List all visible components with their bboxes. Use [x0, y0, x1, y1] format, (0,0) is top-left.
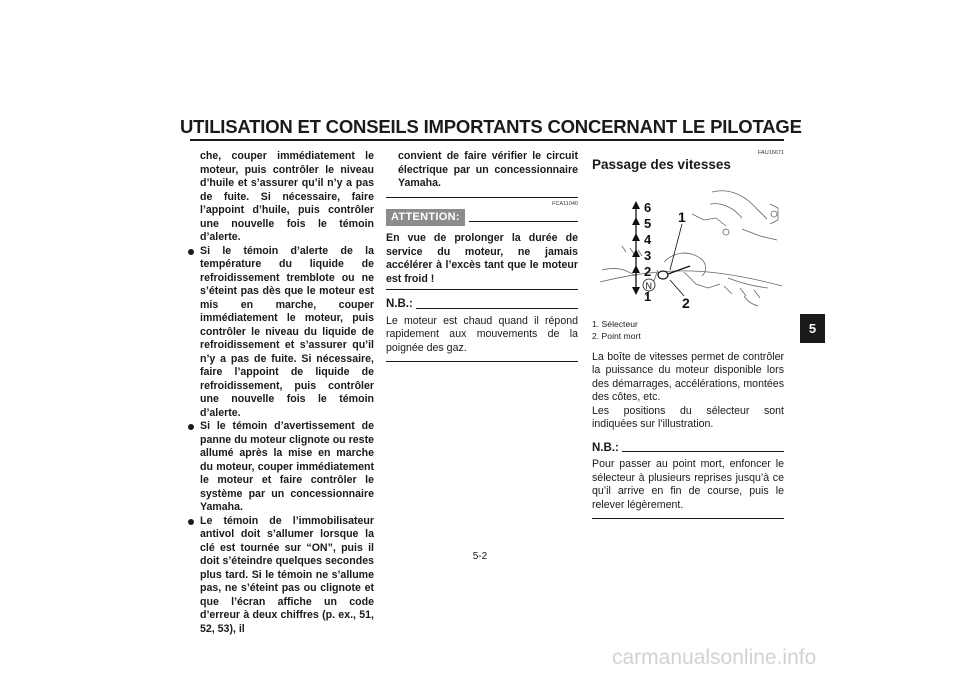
nb-rule [622, 451, 784, 452]
attention-rule [469, 221, 578, 222]
divider [386, 197, 578, 198]
chapter-tab: 5 [800, 314, 825, 343]
body-paragraph-2: Les positions du sélecteur sont indiquées sur l’illustration. [592, 404, 784, 430]
gear-label-4: 4 [644, 231, 652, 247]
arrow-down-icon [632, 287, 640, 295]
bullet-engine-trouble [188, 420, 374, 515]
shift-pedal [658, 224, 690, 296]
nb-label: N.B.: [386, 298, 413, 310]
arrow-up-icon [632, 265, 640, 273]
column-1 [188, 150, 374, 636]
attention-header [386, 209, 578, 227]
gear-arrows [632, 201, 640, 295]
divider [592, 518, 784, 519]
col1-continuation-text: che, couper immédiatement le moteur, puis contrôler le niveau d’huile et s’assurer qu’il n’y a pas de fuite. Si nécessaire, faire l’appoint d’huile, puis contrôler une nouvelle fois le témoin d’alerte. [200, 150, 374, 243]
bullet-text: Le témoin de l’immobilisateur antivol doit s’allumer lorsque la clé est tournée sur “ON”, puis il doit s’éteindre quelques secondes plus tard. Si le témoin ne s’allume pas, ne s’éteint pas ou clignote et que l’écran affiche un code d’erreur à deux chiffres (p. ex., 51, 52, 53), il [200, 514, 374, 635]
gear-label-neutral: N [645, 280, 652, 291]
gear-label-3: 3 [644, 247, 652, 263]
column-3 [592, 150, 784, 519]
caption-selector: 1. Sélecteur [592, 318, 638, 329]
nb-rule [416, 308, 578, 309]
caption-neutral: 2. Point mort [592, 330, 641, 341]
gear-label-2: 2 [644, 263, 652, 279]
bullet-text: Si le témoin d’avertissement de panne du moteur clignote ou reste allumé après la mise en marche du moteur, couper immédiatement le moteur et faire contrôler le système par un concessionnaire Yamaha. [200, 420, 374, 513]
callout-2: 2 [682, 294, 690, 311]
col2-continuation-text: convient de faire vérifier le circuit électrique par un concessionnaire Yamaha. [398, 150, 578, 189]
attention-code: FCA11040 [552, 200, 578, 207]
divider [386, 361, 578, 362]
gear-label-5: 5 [644, 215, 652, 231]
title-rule [190, 139, 784, 141]
page-title: UTILISATION ET CONSEILS IMPORTANTS CONCERNANT LE PILOTAGE [180, 116, 802, 137]
attention-text: En vue de prolonger la durée de service du moteur, ne jamais accélérer à l’excès tant que le moteur est froid ! [386, 232, 578, 285]
bullet-dot-icon [188, 519, 194, 525]
nb-text: Le moteur est chaud quand il répond rapidement aux mouvements de la poignée des gaz. [386, 314, 578, 354]
body-paragraph-1: La boîte de vitesses permet de contrôler la puissance du moteur disponible lors des démarrages, accélérations, montées des côtes, etc. [592, 350, 784, 403]
divider [386, 289, 578, 290]
bullet-coolant-warning [188, 245, 374, 421]
gear-shift-illustration [592, 174, 784, 314]
arrow-up-icon [632, 233, 640, 241]
bullet-immobilizer [188, 515, 374, 637]
column-2 [386, 150, 578, 362]
callout-1: 1 [678, 208, 686, 225]
nb-text: Pour passer au point mort, enfoncer le sélecteur à plusieurs reprises jusqu’à ce qu’il arrive en fin de course, puis le relever légèrement. [592, 458, 784, 511]
arrow-up-icon [632, 201, 640, 209]
bullet-text: Si le témoin d’alerte de la température du liquide de refroidissement tremblote ou ne s’éteint pas dès que le moteur est mis en marche, couper immédiatement le moteur, puis contrôler le niveau du liquide de refroidissement et s’assurer qu’il n’y a pas de fuite. Si nécessaire, faire l’appoint de liquide de refroidissement, puis contrôler une nouvelle fois le témoin d’alerte. [200, 244, 374, 419]
arrow-up-icon [632, 217, 640, 225]
section-code: FAU16671 [758, 150, 784, 156]
gear-label-1: 1 [644, 288, 652, 304]
nb-label: N.B.: [592, 441, 619, 454]
illustration-sketch [600, 190, 782, 305]
bullet-dot-icon [188, 424, 194, 430]
section-title: Passage des vitesses [592, 157, 731, 172]
nb-header [592, 442, 784, 456]
gear-label-6: 6 [644, 199, 652, 215]
bullet-dot-icon [188, 249, 194, 255]
attention-badge: ATTENTION: [386, 209, 465, 227]
nb-header [386, 298, 578, 312]
watermark: carmanualsonline.info [612, 646, 817, 669]
page-number: 5-2 [472, 551, 488, 562]
